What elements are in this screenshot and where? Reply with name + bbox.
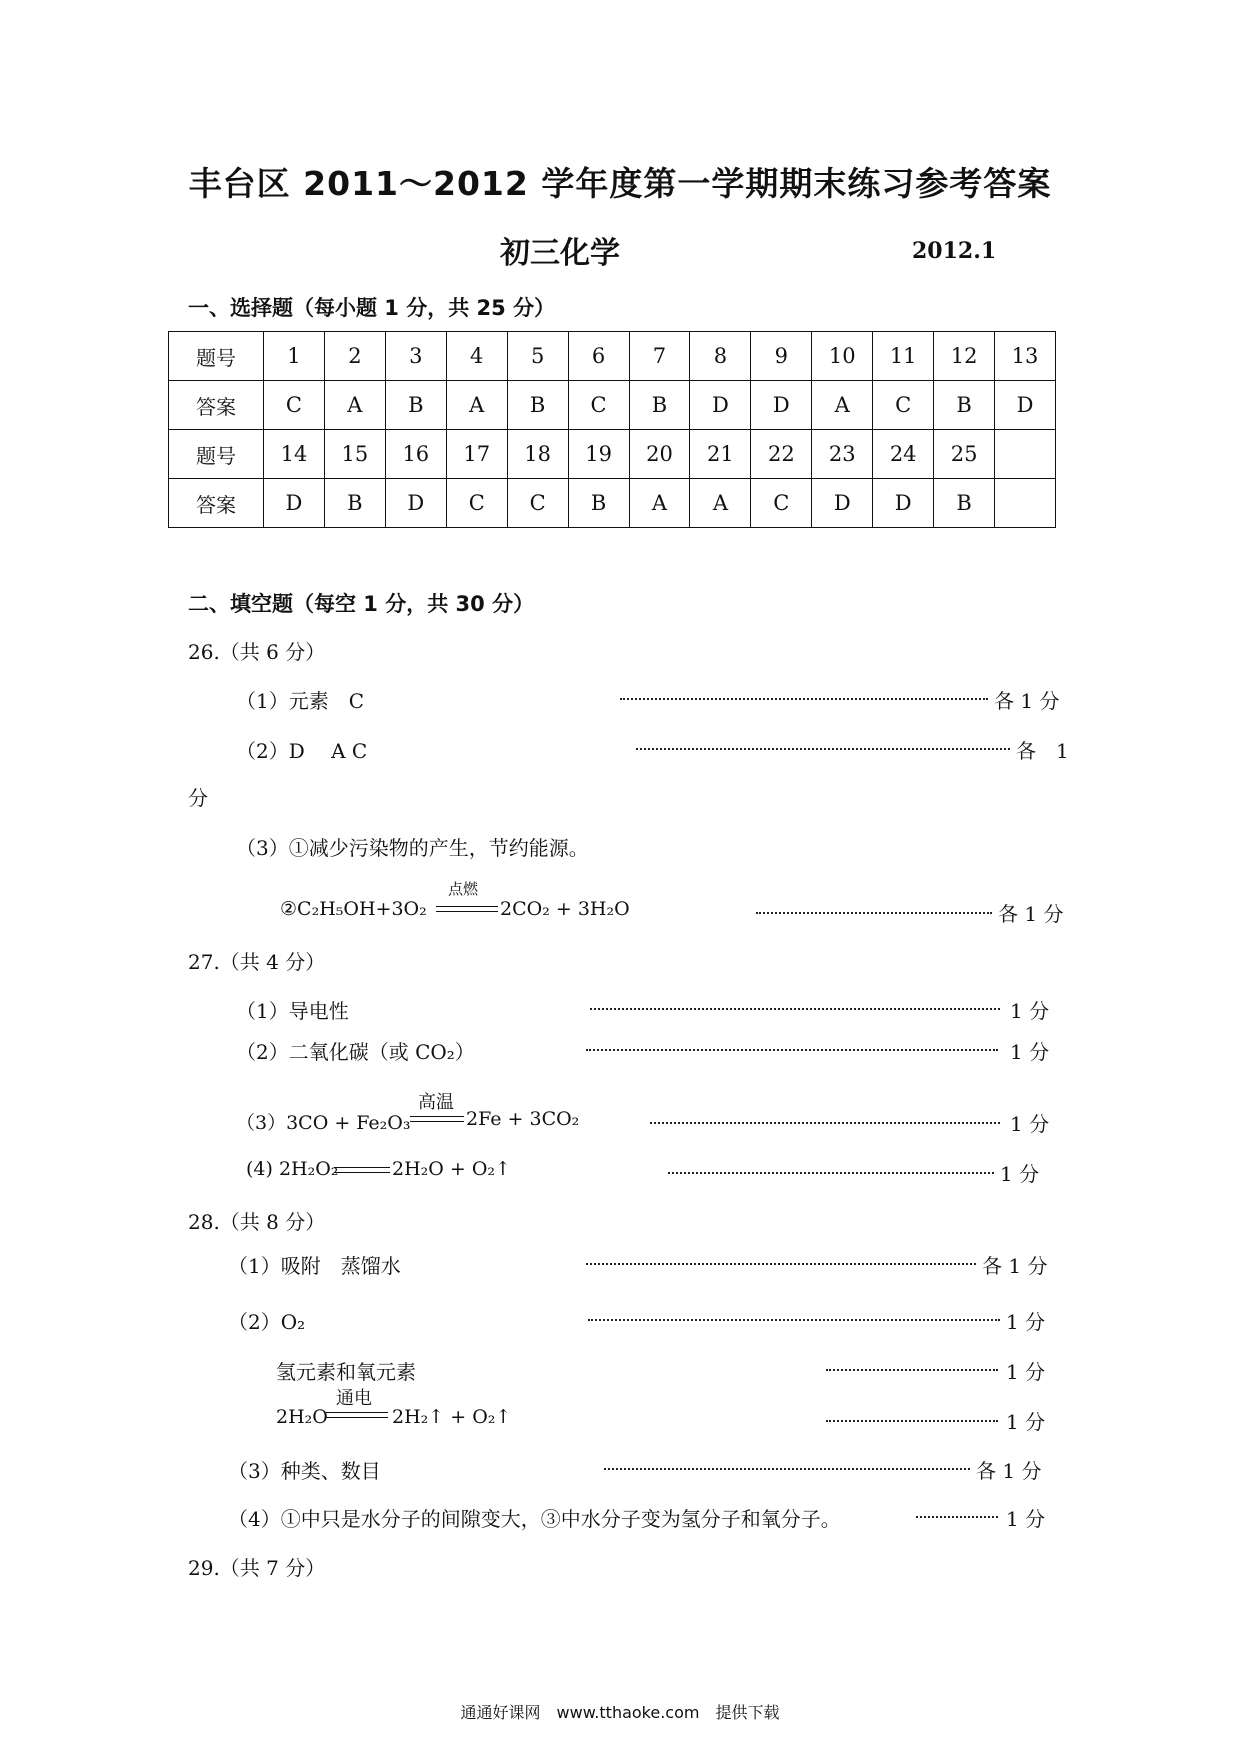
equation-right: 2H₂O + O₂↑ (392, 1158, 511, 1180)
question-number-cell: 24 (873, 430, 934, 479)
question-number-cell: 19 (568, 430, 629, 479)
table-row (169, 430, 1056, 479)
q26-part2-score: 各 1 (1016, 739, 1069, 763)
question-number-cell: 11 (873, 332, 934, 381)
q26-part3b-score: 各 1 分 (998, 902, 1064, 926)
question-number-cell: 20 (629, 430, 690, 479)
q27-label: 27.（共 4 分） (188, 950, 326, 974)
answer-cell: D (690, 381, 751, 430)
equation-right: 2H₂↑ + O₂↑ (392, 1406, 512, 1428)
condition-label: 点燃 (448, 880, 479, 898)
answer-cell: D (873, 479, 934, 528)
question-number-cell: 22 (751, 430, 812, 479)
q26-label: 26.（共 6 分） (188, 640, 326, 664)
dot-leader (586, 1263, 976, 1265)
answer-cell: B (324, 479, 385, 528)
answer-table (168, 331, 1056, 528)
table-row (169, 479, 1056, 528)
dot-leader (586, 1049, 998, 1051)
answer-cell: B (385, 381, 446, 430)
q26-part1: （1）元素 C (236, 689, 365, 713)
page-title: 丰台区 2011～2012 学年度第一学期期末练习参考答案 (188, 164, 1052, 203)
answer-cell: B (507, 381, 568, 430)
question-number-cell: 5 (507, 332, 568, 381)
answer-cell: D (264, 479, 325, 528)
equation-right: 2CO₂ + 3H₂O (500, 898, 630, 920)
q28-part4: （4）①中只是水分子的间隙变大，③中水分子变为氢分子和氧分子。 (228, 1507, 841, 1531)
page-footer: 通通好课网 www.tthaoke.com 提供下载 (460, 1703, 780, 1722)
q27-part1: （1）导电性 (236, 999, 349, 1023)
question-number-cell: 8 (690, 332, 751, 381)
question-number-cell: 3 (385, 332, 446, 381)
answer-cell: C (264, 381, 325, 430)
answer-cell: D (385, 479, 446, 528)
answer-cell: B (934, 479, 995, 528)
row-label-answer: 答案 (169, 381, 264, 430)
question-number-cell: 15 (324, 430, 385, 479)
q28-part2c-score: 1 分 (1006, 1410, 1046, 1434)
condition-label: 通电 (336, 1388, 372, 1409)
dot-leader (588, 1319, 1000, 1321)
answer-cell: A (446, 381, 507, 430)
table-row (169, 381, 1056, 430)
question-number-cell: 9 (751, 332, 812, 381)
page-subtitle: 初三化学 (500, 236, 620, 271)
answer-cell: A (324, 381, 385, 430)
dot-leader (620, 698, 988, 700)
question-number-cell: 7 (629, 332, 690, 381)
question-number-cell (995, 430, 1056, 479)
answer-cell: B (934, 381, 995, 430)
question-number-cell: 21 (690, 430, 751, 479)
answer-cell: C (873, 381, 934, 430)
q28-part2b: 氢元素和氧元素 (276, 1360, 416, 1384)
q28-part4-score: 1 分 (1006, 1507, 1046, 1531)
answer-cell: B (568, 479, 629, 528)
q28-part2: （2）O₂ (228, 1310, 306, 1334)
q28-part2-score: 1 分 (1006, 1310, 1046, 1334)
question-number-cell: 23 (812, 430, 873, 479)
question-number-cell: 2 (324, 332, 385, 381)
q28-part1: （1）吸附 蒸馏水 (228, 1254, 401, 1278)
q28-part3-score: 各 1 分 (976, 1459, 1042, 1483)
q27-part2: （2）二氧化碳（或 CO₂） (236, 1040, 475, 1064)
section1-heading: 一、选择题（每小题 1 分，共 25 分） (188, 296, 556, 320)
question-number-cell: 10 (812, 332, 873, 381)
dot-leader (826, 1369, 998, 1371)
row-label-answer: 答案 (169, 479, 264, 528)
date-label: 2012.1 (912, 238, 997, 264)
dot-leader (826, 1420, 998, 1422)
answer-cell: C (751, 479, 812, 528)
answer-cell: A (690, 479, 751, 528)
dot-leader (916, 1516, 998, 1518)
q27-part1-score: 1 分 (1010, 999, 1050, 1023)
q26-part1-score: 各 1 分 (994, 689, 1060, 713)
q28-part2b-score: 1 分 (1006, 1360, 1046, 1384)
q28-part3: （3）种类、数目 (228, 1459, 381, 1483)
q28-part1-score: 各 1 分 (982, 1254, 1048, 1278)
equation-left: (4) 2H₂O₂ (246, 1158, 339, 1180)
answer-cell: A (812, 381, 873, 430)
equals-sign (326, 1412, 388, 1418)
q26-part2-wrap: 分 (188, 786, 208, 810)
answer-cell: A (629, 479, 690, 528)
question-number-cell: 12 (934, 332, 995, 381)
answer-cell: D (995, 381, 1056, 430)
q27-part2-score: 1 分 (1010, 1040, 1050, 1064)
answer-cell: C (507, 479, 568, 528)
answer-cell: C (568, 381, 629, 430)
answer-cell: C (446, 479, 507, 528)
question-number-cell: 17 (446, 430, 507, 479)
table-row (169, 332, 1056, 381)
equation-left: ②C₂H₅OH+3O₂ (280, 898, 427, 920)
equation-left: 2H₂O (276, 1406, 328, 1428)
equation-left: （3）3CO + Fe₂O₃ (236, 1112, 411, 1134)
question-number-cell: 6 (568, 332, 629, 381)
question-number-cell: 14 (264, 430, 325, 479)
answer-cell: D (751, 381, 812, 430)
row-label-number: 题号 (169, 332, 264, 381)
equation-right: 2Fe + 3CO₂ (466, 1108, 580, 1130)
equals-sign (334, 1167, 390, 1173)
row-label-number: 题号 (169, 430, 264, 479)
dot-leader (668, 1172, 994, 1174)
question-number-cell: 13 (995, 332, 1056, 381)
q28-label: 28.（共 8 分） (188, 1210, 326, 1234)
question-number-cell: 25 (934, 430, 995, 479)
answer-cell: B (629, 381, 690, 430)
condition-label: 高温 (418, 1092, 454, 1113)
dot-leader (604, 1468, 970, 1470)
question-number-cell: 16 (385, 430, 446, 479)
dot-leader (636, 748, 1010, 750)
q27-part4-score: 1 分 (1000, 1162, 1040, 1186)
q29-label: 29.（共 7 分） (188, 1556, 326, 1580)
question-number-cell: 4 (446, 332, 507, 381)
section2-heading: 二、填空题（每空 1 分，共 30 分） (188, 592, 535, 616)
q27-part3-score: 1 分 (1010, 1112, 1050, 1136)
answer-cell: D (812, 479, 873, 528)
dot-leader (590, 1008, 1000, 1010)
dot-leader (756, 912, 992, 914)
q26-part3: （3）①减少污染物的产生，节约能源。 (236, 836, 589, 860)
equals-sign (436, 906, 498, 912)
dot-leader (650, 1122, 1000, 1124)
question-number-cell: 18 (507, 430, 568, 479)
equals-sign (410, 1116, 464, 1122)
q26-part2: （2）D A C (236, 739, 368, 763)
question-number-cell: 1 (264, 332, 325, 381)
answer-cell (995, 479, 1056, 528)
